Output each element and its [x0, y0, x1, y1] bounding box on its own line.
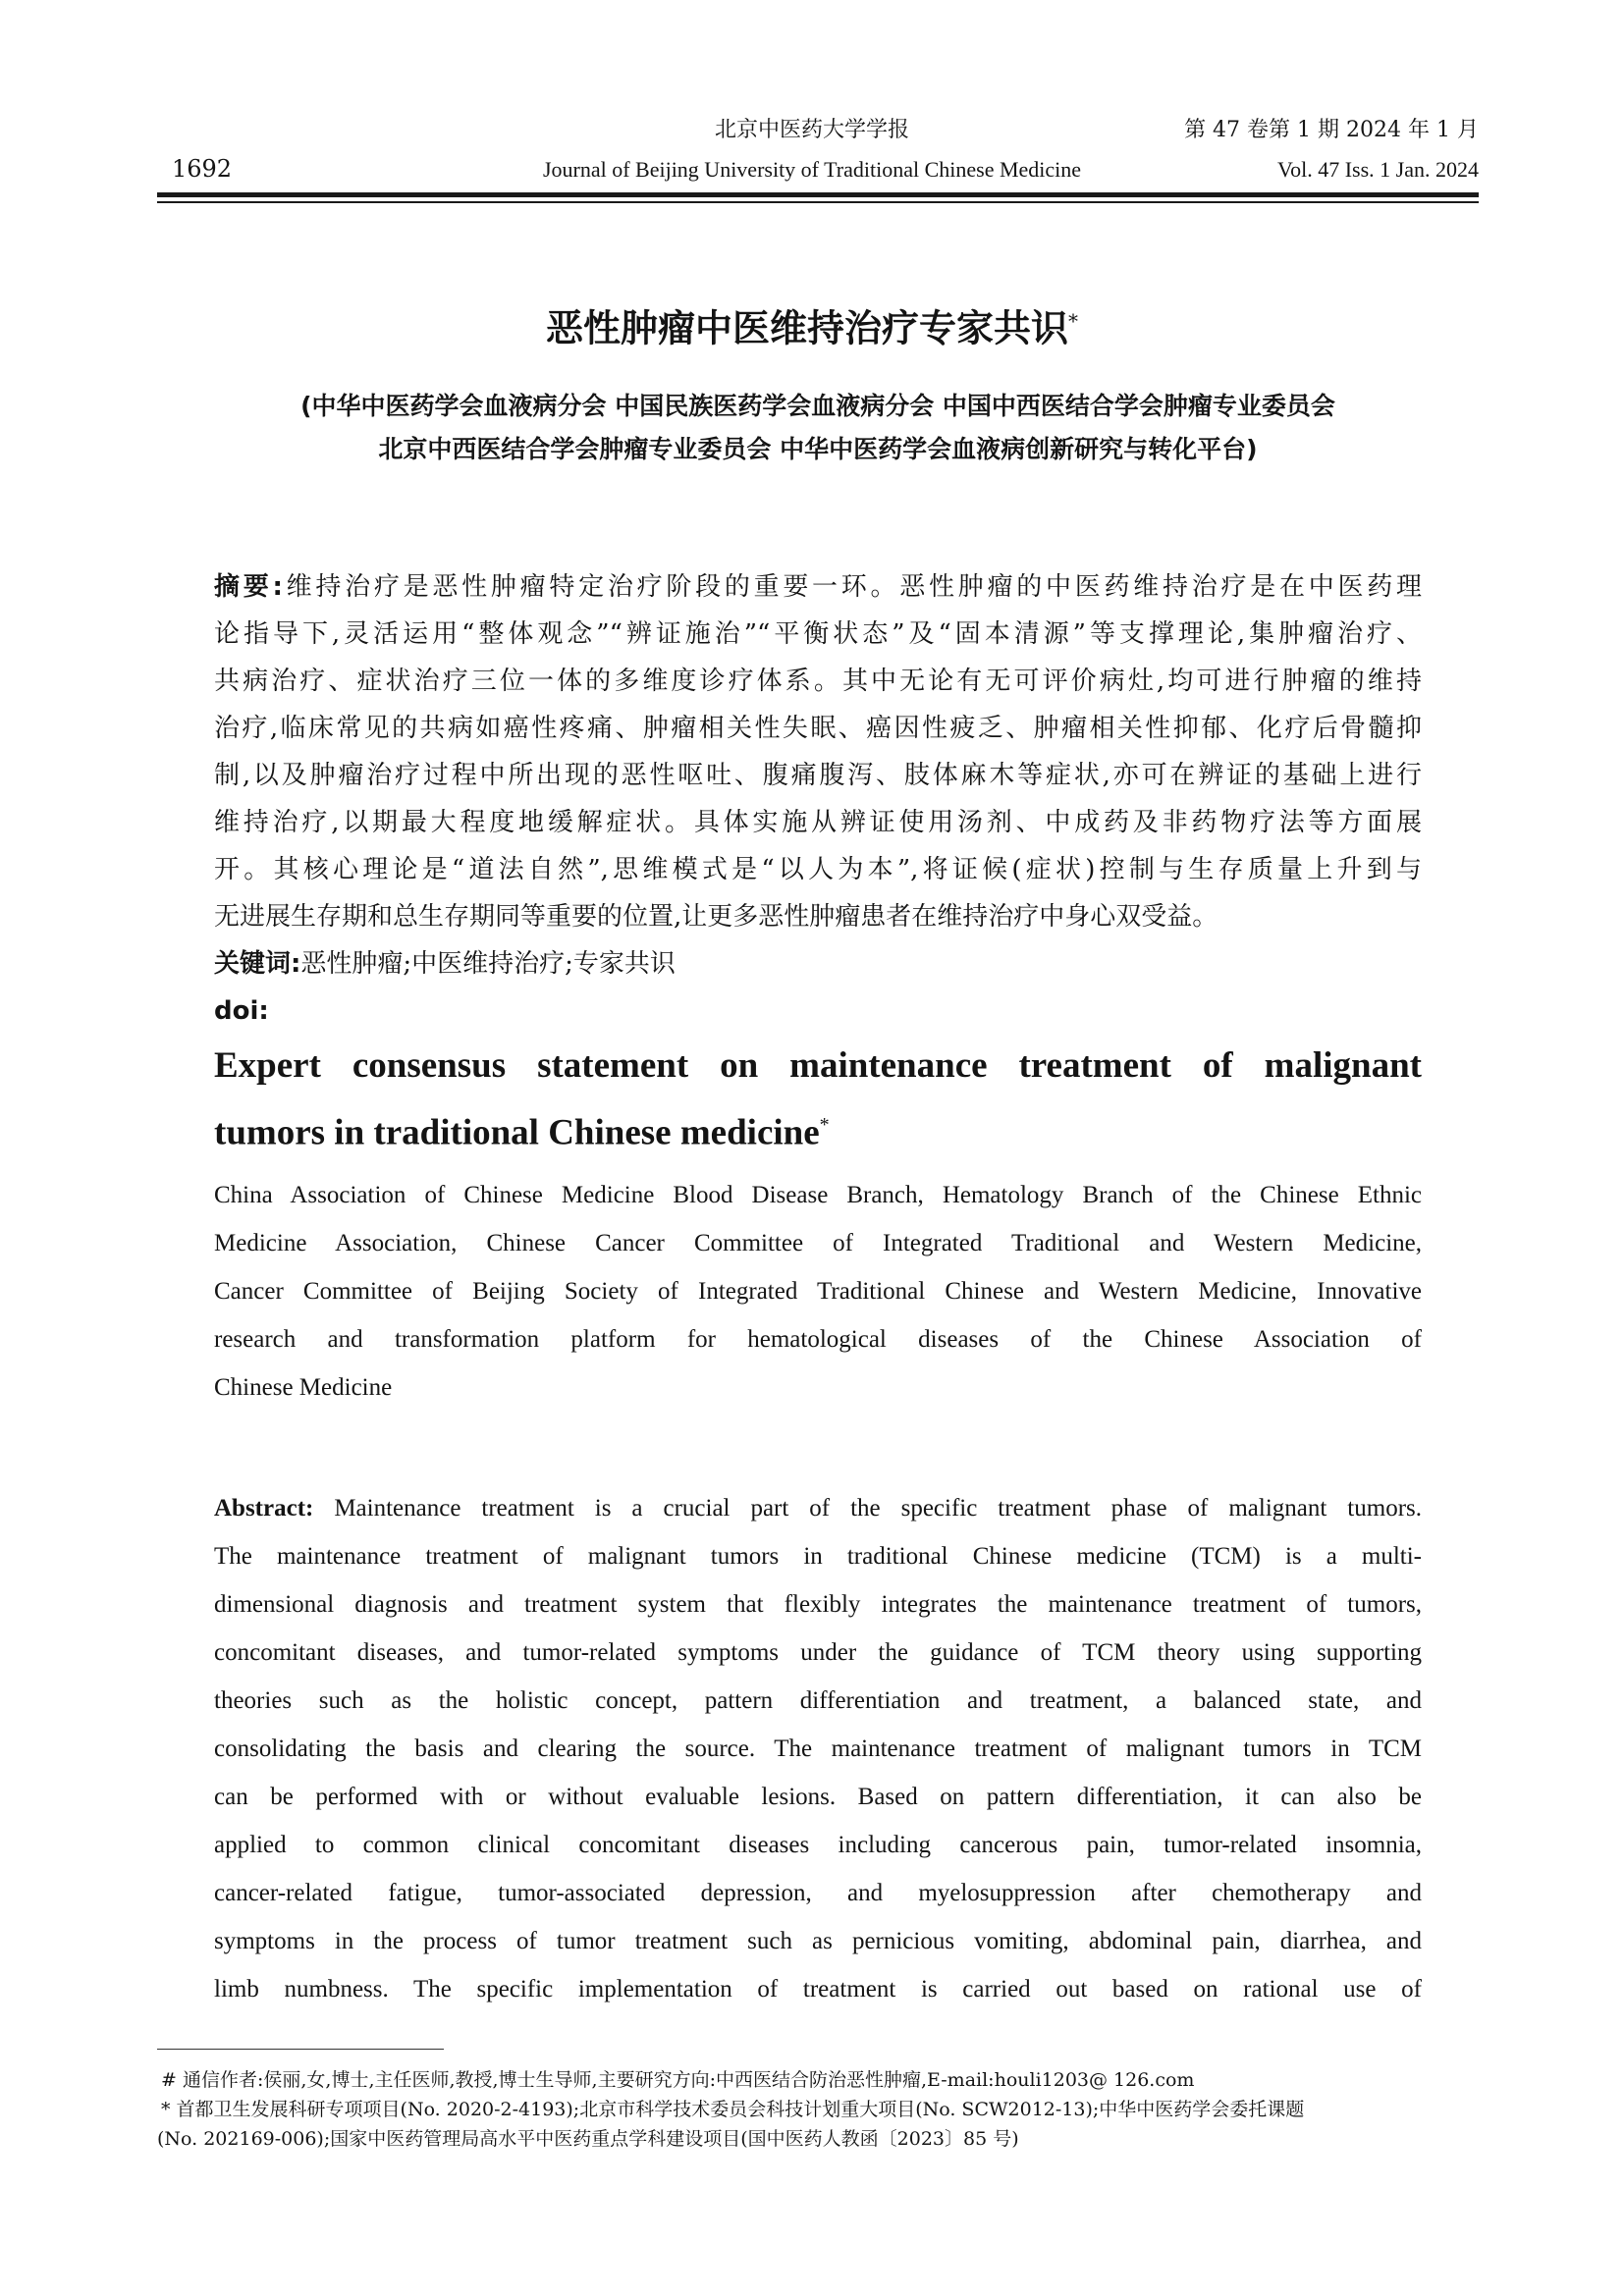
abstract-en-line-4: concomitant diseases, and tumor-related symptoms under the guidance of TCM theory using supporting	[214, 1639, 1422, 1666]
abstract-en-line-9: cancer-related fatigue, tumor-associated depression, and myelosuppression after chemotherapy and	[214, 1880, 1422, 1906]
abstract-en-text-1: Maintenance treatment is a crucial part of the specific treatment phase of malignant tumors.	[313, 1495, 1422, 1522]
article-title-en-line-1: Expert consensus statement on maintenance treatment of malignant	[214, 1045, 1422, 1086]
header-rule-thin	[157, 201, 1479, 203]
abstract-cn-label: 摘要:	[214, 572, 283, 602]
author-orgs-en-line-5: Chinese Medicine	[214, 1374, 393, 1401]
abstract-cn-line-5: 制,以及肿瘤治疗过程中所出现的恶性呕吐、腹痛腹泻、肢体麻木等症状,亦可在辨证的基础上进行	[214, 761, 1422, 790]
author-orgs-cn-line-2: 北京中西医结合学会肿瘤专业委员会 中华中医药学会血液病创新研究与转化平台)	[378, 435, 1258, 463]
author-orgs-cn-line-1: (中华中医药学会血液病分会 中国民族医药学会血液病分会 中国中西医结合学会肿瘤专业委员会	[300, 392, 1335, 420]
journal-title-en: Journal of Beijing University of Traditional Chinese Medicine	[542, 157, 1082, 182]
abstract-en	[214, 1484, 1422, 2013]
author-orgs-en-line-4: research and transformation platform for hematological diseases of the Chinese Association of	[214, 1326, 1422, 1353]
author-orgs-en	[214, 1171, 1422, 1412]
abstract-en-line-10: symptoms in the process of tumor treatment such as pernicious vomiting, abdominal pain, diarrhea, and	[214, 1928, 1422, 1954]
abstract-en-line-6: consolidating the basis and clearing the source. The maintenance treatment of malignant tumors in TCM	[214, 1735, 1422, 1762]
article-title-cn	[0, 296, 1624, 353]
footnote-rule	[157, 2049, 444, 2050]
abstract-cn-line-7: 开。其核心理论是“道法自然”,思维模式是“以人为本”,将证候(症状)控制与生存质量上升到与	[214, 855, 1422, 884]
abstract-en-line-11: limb numbness. The specific implementation of treatment is carried out based on rational use of	[214, 1976, 1422, 2002]
abstract-cn-line-6: 维持治疗,以期最大程度地缓解症状。具体实施从辨证使用汤剂、中成药及非药物疗法等方面展	[214, 808, 1422, 837]
header-rule-thick	[157, 192, 1479, 197]
author-orgs-en-line-3: Cancer Committee of Beijing Society of Integrated Traditional Chinese and Western Medicine, Innovative	[214, 1278, 1422, 1305]
issue-info-cn: 第 47 卷第 1 期 2024 年 1 月	[1184, 118, 1479, 142]
article-title-en-line-2-text: tumors in traditional Chinese medicine	[214, 1112, 820, 1153]
article-title-cn-text: 恶性肿瘤中医维持治疗专家共识	[545, 305, 1068, 350]
abstract-en-line-8: applied to common clinical concomitant diseases including cancerous pain, tumor-related insomnia,	[214, 1832, 1422, 1858]
abstract-cn-line-4: 治疗,临床常见的共病如癌性疼痛、肿瘤相关性失眠、癌因性疲乏、肿瘤相关性抑郁、化疗后骨髓抑	[214, 714, 1422, 743]
footnotes	[157, 2065, 1479, 2154]
abstract-cn-text-1: 维持治疗是恶性肿瘤特定治疗阶段的重要一环。恶性肿瘤的中医药维持治疗是在中医药理	[282, 572, 1422, 602]
title-en-footnote-mark: *	[819, 1114, 830, 1136]
abstract-cn-line-2: 论指导下,灵活运用“整体观念”“辨证施治”“平衡状态”及“固本清源”等支撑理论,集肿瘤治疗、	[214, 619, 1422, 649]
article-title-en-line-2	[214, 1095, 1422, 1162]
abstract-en-label: Abstract:	[214, 1495, 314, 1522]
journal-title-cn: 北京中医药大学学报	[714, 118, 909, 142]
author-orgs-en-line-2: Medicine Association, Chinese Cancer Committee of Integrated Traditional and Western Medicine,	[214, 1230, 1422, 1256]
abstract-cn-line-1	[214, 563, 1422, 611]
page-number: 1692	[172, 155, 233, 183]
footnote-corresponding-author: # 通信作者:侯丽,女,博士,主任医师,教授,博士生导师,主要研究方向:中西医结合防治恶性肿瘤,E-mail:houli1203@ 126.com	[161, 2069, 1195, 2091]
article-title-en	[214, 1037, 1422, 1162]
issue-info-en: Vol. 47 Iss. 1 Jan. 2024	[1277, 157, 1479, 182]
keywords-cn-label: 关键词:	[214, 949, 301, 979]
abstract-en-line-5: theories such as the holistic concept, pattern differentiation and treatment, a balanced state, and	[214, 1687, 1422, 1714]
doi-line	[214, 988, 1422, 1035]
abstract-cn-line-8: 无进展生存期和总生存期同等重要的位置,让更多恶性肿瘤患者在维持治疗中身心双受益。	[214, 902, 1218, 932]
title-footnote-mark: *	[1068, 309, 1078, 333]
abstract-en-line-2: The maintenance treatment of malignant tumors in traditional Chinese medicine (TCM) is a multi-	[214, 1543, 1422, 1570]
abstract-en-line-3: dimensional diagnosis and treatment system that flexibly integrates the maintenance treatment of tumors,	[214, 1591, 1422, 1618]
keywords-cn	[214, 940, 1422, 988]
footnote-funding-1: * 首都卫生发展科研专项项目(No. 2020-2-4193);北京市科学技术委员会科技计划重大项目(No. SCW2012-13);中华中医药学会委托课题	[161, 2099, 1305, 2120]
abstract-cn-line-3: 共病治疗、症状治疗三位一体的多维度诊疗体系。其中无论有无可评价病灶,均可进行肿瘤的维持	[214, 667, 1422, 696]
abstract-cn	[214, 563, 1422, 1035]
abstract-en-line-1	[214, 1484, 1422, 1532]
abstract-en-line-7: can be performed with or without evaluable lesions. Based on pattern differentiation, it can also be	[214, 1784, 1422, 1810]
keywords-cn-text: 恶性肿瘤;中医维持治疗;专家共识	[300, 949, 676, 979]
footnote-funding-2: (No. 202169-006);国家中医药管理局高水平中医药重点学科建设项目(国中医药人教函〔2023〕85 号)	[157, 2128, 1019, 2150]
doi-label: doi:	[214, 996, 269, 1026]
author-orgs-en-line-1: China Association of Chinese Medicine Blood Disease Branch, Hematology Branch of the Chinese Ethnic	[214, 1182, 1422, 1208]
